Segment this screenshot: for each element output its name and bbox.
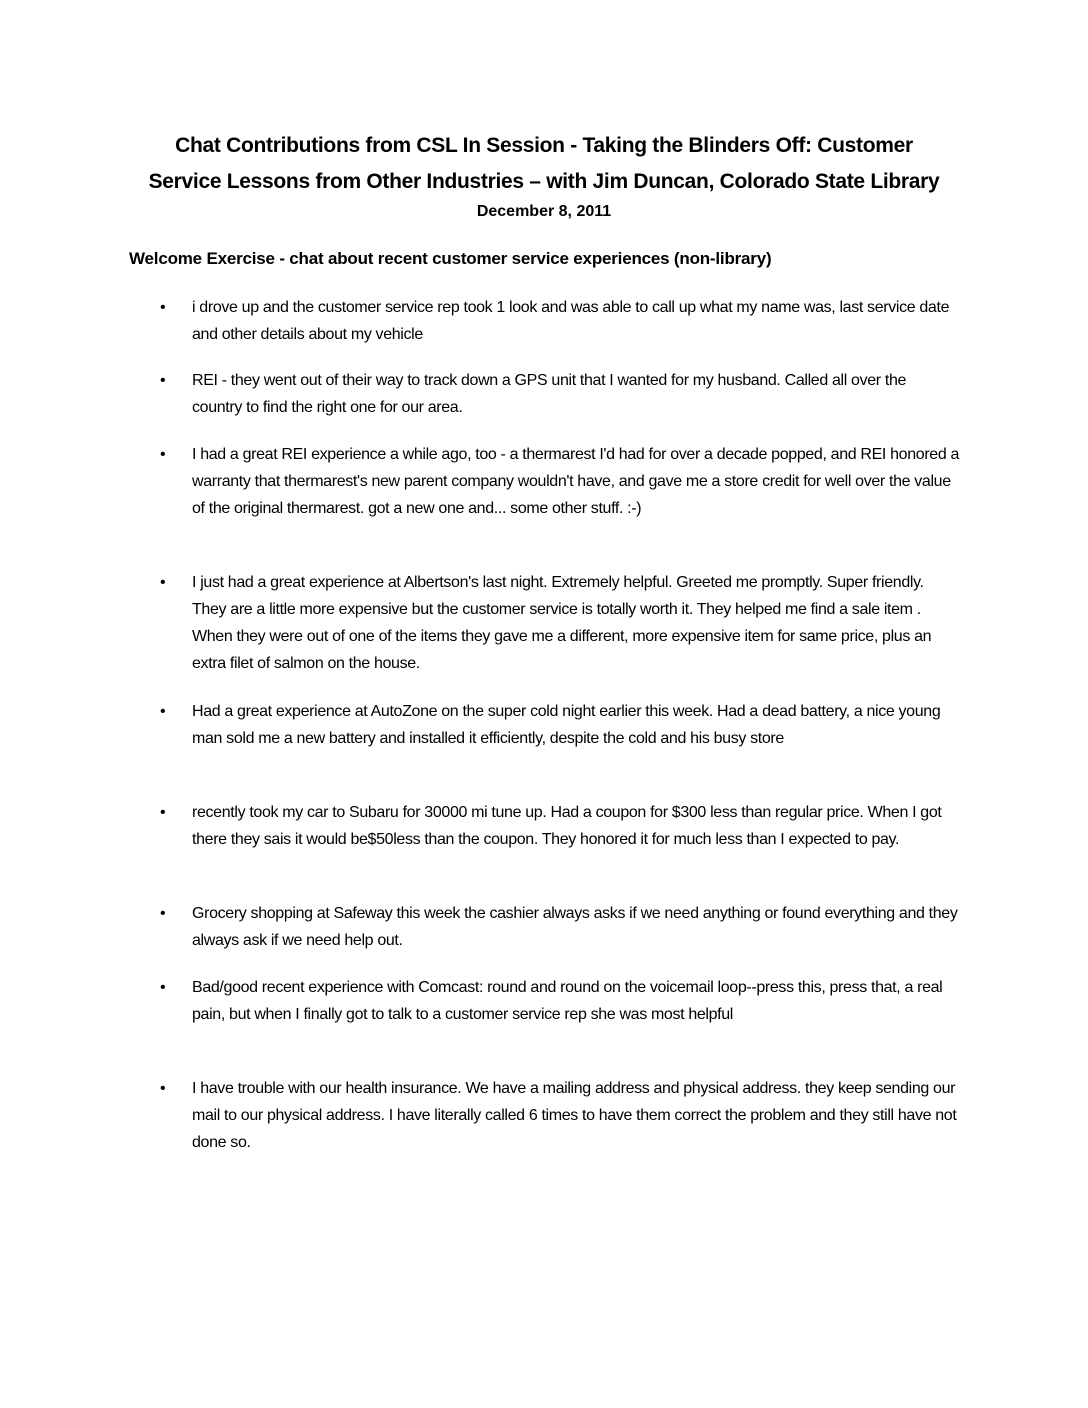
list-item-text: i drove up and the customer service rep took 1 look and was able to call up what my name was, last service date and other details about my vehicle [192,299,950,343]
list-item [160,569,960,677]
list-item-text: Grocery shopping at Safeway this week the cashier always asks if we need anything or found everything and they always ask if we need help out. [192,905,958,949]
bullet-marker: • [160,979,166,996]
list-item [160,698,960,752]
list-item [160,900,960,954]
list-item-text: Bad/good recent experience with Comcast: round and round on the voicemail loop--press this, press that, a real pain, but when I finally got to talk to a customer service rep she was most helpful [192,979,943,1023]
bullet-marker: • [160,299,166,316]
list-item-text: Had a great experience at AutoZone on the super cold night earlier this week. Had a dead battery, a nice young man sold me a new battery and installed it efficiently, despite the cold and his busy store [192,703,941,747]
list-item-text: recently took my car to Subaru for 30000 mi tune up. Had a coupon for $300 less than regular price. When I got there they sais it would be$50less than the coupon. They honored it for much less than I expected to pay. [192,804,942,848]
list-item [160,974,960,1028]
bullet-marker: • [160,372,166,389]
bullet-marker: • [160,804,166,821]
list-item-text: I have trouble with our health insurance. We have a mailing address and physical address. they keep sending our mail to our physical address. I have literally called 6 times to have them correct the problem and they still have not done so. [192,1080,957,1151]
list-item-text: REI - they went out of their way to track down a GPS unit that I wanted for my husband. Called all over the country to find the right one for our area. [192,372,907,416]
document-date: December 8, 2011 [476,203,612,220]
list-item [160,799,960,853]
bullet-marker: • [160,574,166,591]
bullet-marker: • [160,1080,166,1097]
list-item [160,441,960,522]
list-item-text: I had a great REI experience a while ago, too - a thermarest I'd had for over a decade popped, and REI honored a warranty that thermarest's new parent company wouldn't have, and gave me a store credit for well over the value of the original thermarest. got a new one and... some other stuff. :-) [192,446,960,517]
list-item [160,367,960,421]
bullet-marker: • [160,905,166,922]
bullet-marker: • [160,446,166,463]
bullet-marker: • [160,703,166,720]
list-item [160,294,960,348]
list-item [160,1075,960,1156]
title-line-2: Service Lessons from Other Industries – with Jim Duncan, Colorado State Library [148,170,940,193]
list-item-text: I just had a great experience at Albertson's last night. Extremely helpful. Greeted me promptly. Super friendly. They are a little more expensive but the customer service is totally worth it. They helped me find a sale item . When they were out of one of the items they gave me a different, more expensive item for same price, plus an extra filet of salmon on the house. [192,574,932,672]
section-heading: Welcome Exercise - chat about recent customer service experiences (non-library) [129,249,772,268]
title-line-1: Chat Contributions from CSL In Session - Taking the Blinders Off: Customer [175,134,913,157]
